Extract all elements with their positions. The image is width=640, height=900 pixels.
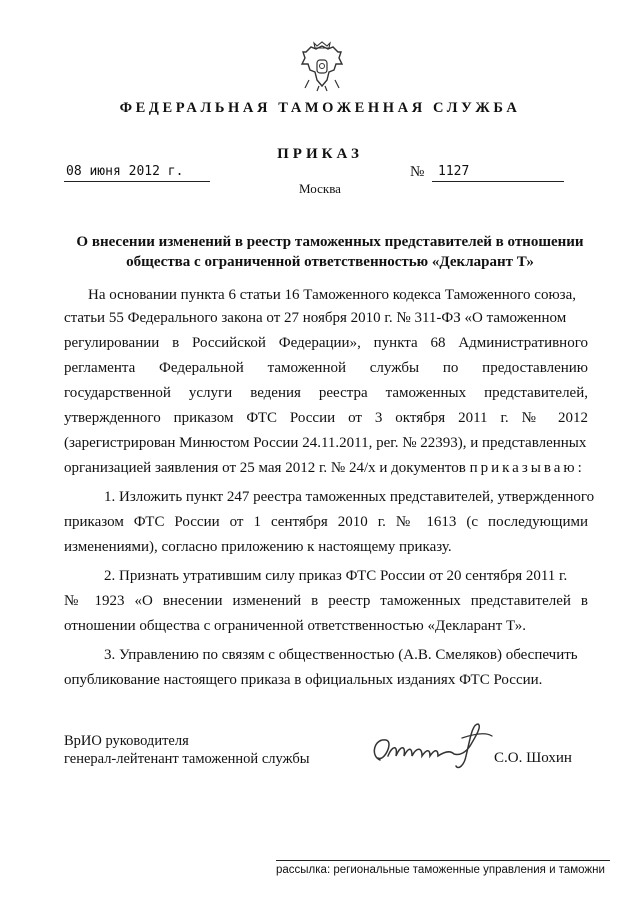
preamble-line: регламента Федеральной таможенной службы по предоставлению: [64, 360, 588, 376]
item-2-line: № 1923 «О внесении изменений в реестр таможенных представителей в: [64, 593, 588, 609]
preamble-line: статьи 55 Федерального закона от 27 ноября 2010 г. № 311-ФЗ «О таможенном: [64, 310, 567, 326]
order-number-label: №: [410, 164, 425, 180]
item-3-line: опубликование настоящего приказа в официальных изданиях ФТС России.: [64, 672, 543, 688]
order-number: 1127: [432, 164, 564, 182]
order-word: приказываю:: [469, 460, 585, 476]
item-1-line: приказом ФТС России от 1 сентября 2010 г. № 1613 (с последующими: [64, 514, 588, 530]
handwritten-signature: [366, 716, 496, 776]
preamble-line: (зарегистрирован Минюстом России 24.11.2011, рег. № 22393), и представленных: [64, 435, 587, 451]
document-type: ПРИКАЗ: [277, 146, 363, 162]
preamble-line: утвержденного приказом ФТС России от 3 октября 2011 г. № 2012: [64, 410, 588, 426]
preamble-line: На основании пункта 6 статьи 16 Таможенного кодекса Таможенного союза,: [88, 287, 576, 303]
item-1-line: 1. Изложить пункт 247 реестра таможенных представителей, утвержденного: [104, 489, 595, 505]
signatory-rank: генерал-лейтенант таможенной службы: [64, 751, 310, 767]
preamble-line: государственной услуги ведения реестра таможенных представителей,: [64, 385, 588, 401]
item-2-line: 2. Признать утратившим силу приказ ФТС России от 20 сентября 2011 г.: [104, 568, 568, 584]
preamble-text: организацией заявления от 25 мая 2012 г. № 24/х и документов: [64, 460, 466, 476]
signatory-name: С.О. Шохин: [494, 750, 572, 766]
coat-of-arms-icon: [297, 40, 347, 92]
distribution-note: рассылка: региональные таможенные управления и таможни: [276, 860, 610, 876]
item-3-line: 3. Управлению по связям с общественностью (А.В. Смеляков) обеспечить: [104, 647, 578, 663]
signatory-role: ВрИО руководителя: [64, 733, 189, 749]
order-date: 08 июня 2012 г.: [64, 164, 210, 182]
order-city: Москва: [299, 181, 341, 196]
preamble-line: [64, 460, 588, 477]
preamble-line: регулировании в Российской Федерации», пункта 68 Административного: [64, 335, 588, 351]
item-2-line: отношении общества с ограниченной ответственностью «Декларант Т».: [64, 618, 527, 634]
item-1-line: изменениями), согласно приложению к настоящему приказу.: [64, 539, 452, 555]
agency-name: ФЕДЕРАЛЬНАЯ ТАМОЖЕННАЯ СЛУЖБА: [119, 100, 521, 116]
document-title: О внесении изменений в реестр таможенных представителей в отношении общества с ограниченной ответственностью «Декларант Т»: [76, 234, 584, 270]
